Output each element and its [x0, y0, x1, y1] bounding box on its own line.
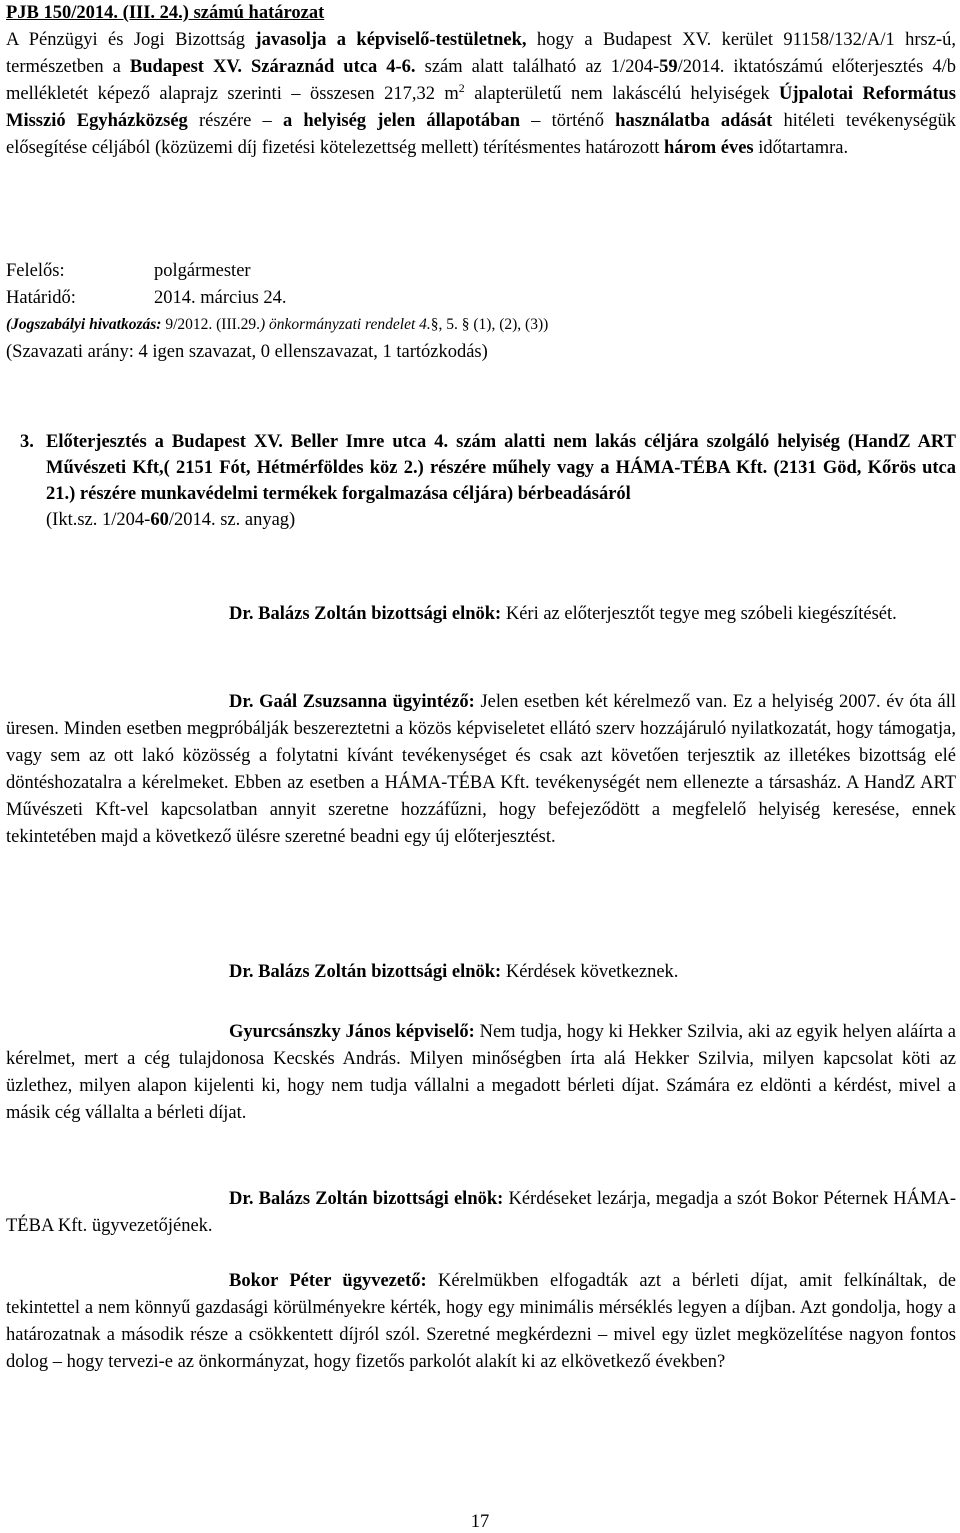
responsible-value: polgármester [154, 261, 251, 281]
text-run: hitéleti tevékenységük elősegítése céljából (közüzemi díj fizetési kötelezettség mellett) térítésmentes határozott [6, 111, 956, 158]
text-run: a helyiség jelen állapotában [282, 111, 520, 131]
speech-officer [6, 689, 956, 851]
text-run: javasolja a képviselő-testületnek, [255, 30, 527, 50]
speaker-name: Gyurcsánszky János képviselő: [229, 1022, 475, 1042]
file-reference [46, 510, 295, 530]
speech-text: Nem tudja, hogy ki Hekker Szilvia, aki az egyik helyen aláírta a kérelmet, mert a cég tulajdonosa Kecskés András. Milyen minőségben írta alá Hekker Szilvia, milyen kapcsolat köti az üzlethez, milyen alapon kijelenti ki, hogy nem tudja vállalni a megadott bérleti díjat. Számára ez eldönti a kérdést, mivel a másik cég vállalta a bérleti díjat. [6, 1022, 956, 1123]
speaker-name: Dr. Gaál Zsuzsanna ügyintéző: [229, 692, 475, 712]
speech-text: Kérdések következnek. [501, 962, 679, 982]
text-run: 59 [659, 57, 678, 77]
text-run: Újpalotai Református Misszió Egyházközség [6, 84, 956, 131]
text-run: használatba adását [615, 111, 773, 131]
speech-chair-3 [6, 1186, 956, 1240]
text-run: 60 [150, 510, 169, 530]
speaker-name: Bokor Péter ügyvezető: [229, 1271, 427, 1291]
text-run: részére – [187, 111, 283, 131]
speaker-name: Dr. Balázs Zoltán bizottsági elnök: [229, 1189, 504, 1209]
resolution-text [6, 27, 956, 162]
text-run: (1), (2), (3)) [469, 316, 549, 333]
agenda-item-number: 3. [20, 432, 34, 452]
speech-text: Kéri az előterjesztőt tegye meg szóbeli kiegészítését. [501, 604, 897, 624]
text-run: Budapest XV. Száraznád utca 4-6. [129, 57, 416, 77]
text-run: §, 5. § [430, 316, 470, 333]
text-run: /2014. sz. anyag) [168, 510, 296, 530]
page-number: 17 [470, 1512, 490, 1532]
text-run: időtartamra. [753, 138, 849, 158]
text-run: A Pénzügyi és Jogi Bizottság [6, 30, 256, 50]
agenda-item-title: Előterjesztés a Budapest XV. Beller Imre utca 4. szám alatti nem lakás céljára szolgáló helyiség (HandZ ART Művészeti Kft,( 2151 Fót, Hétmérföldes köz 2.) részére műhely vagy a HÁMA-TÉBA Kft. (2131 Göd, Kőrös utca 21.) részére munkavédelmi termékek forgalmazása céljára) bérbeadásáról [46, 432, 956, 504]
speech-chair-1 [6, 601, 956, 628]
text-run: /2014. iktatószámú előterjesztés 4/b mellékletét képező alaprajz szerinti – összesen 217,32 m [6, 57, 956, 104]
speech-text: Kérdéseket lezárja, megadja a szót Bokor Péternek HÁMA-TÉBA Kft. ügyvezetőjének. [6, 1189, 956, 1236]
speaker-name: Dr. Balázs Zoltán bizottsági elnök: [229, 962, 502, 982]
deadline-label: Határidő: [6, 288, 76, 308]
legal-reference-label: (Jogszabályi hivatkozás: [6, 316, 162, 333]
superscript: 2 [458, 80, 465, 95]
agenda-item-3 [20, 429, 956, 533]
deadline-value: 2014. március 24. [154, 288, 287, 308]
speech-text: Kérelmükben elfogadták azt a bérleti díjat, amit felkínáltak, de tekintettel a nem könnyű gazdasági körülményekre kérték, hogy egy minimális mérséklés legyen a díjban. Azt gondolja, hogy a határozatnak a második része a csökkentett díjról szól. Szeretné megkérdezni – mivel egy üzlet megközelítése nagyon fontos dolog – hogy tervezi-e az önkormányzat, hogy fizetős parkolót alakít ki az elkövetkező években? [6, 1271, 956, 1372]
responsible-label: Felelős: [6, 261, 65, 281]
text-run: hogy a Budapest XV. kerület 91158/132/A/1 hrsz-ú, természetben a [6, 30, 956, 77]
resolution-title: PJB 150/2014. (III. 24.) számú határozat [6, 3, 325, 23]
speech-representative [6, 1019, 956, 1127]
text-run: (Ikt.sz. 1/204- [46, 510, 151, 530]
speech-chair-2 [6, 959, 956, 986]
text-run: három éves [664, 138, 754, 158]
speech-manager [6, 1268, 956, 1376]
text-run: – történő [519, 111, 616, 131]
speaker-name: Dr. Balázs Zoltán bizottsági elnök: [229, 604, 502, 624]
vote-ratio: (Szavazati arány: 4 igen szavazat, 0 ellenszavazat, 1 tartózkodás) [6, 342, 488, 362]
legal-reference [6, 311, 956, 338]
text-run: alapterületű nem lakáscélú helyiségek [464, 84, 780, 104]
speech-text: Jelen esetben két kérelmező van. Ez a helyiség 2007. év óta áll üresen. Minden esetben megpróbálják beszereztetni a közös képviseletet ellátó szerv hozzájáruló nyilatkozatát, hogy támogatja, vagy sem az ott lakó közösség a folytatni kívánt tevékenységet és csak azt követően terjesztik az illetékes bizottság elé döntéshozatalra a kérelmeket. Ebben az esetben a HÁMA-TÉBA Kft. tevékenységét nem ellenezte a társasház. A HandZ ART Művészeti Kft-vel kapcsolatban annyit szeretne hozzáfűzni, hogy befejeződött a megfelelő helyiség keresése, ennek tekintetében majd a következő ülésre szeretné beadni egy új előterjesztést. [6, 692, 956, 847]
text-run: 9/2012. (III.29. [161, 316, 261, 333]
text-run: szám alatt található az 1/204- [415, 57, 660, 77]
text-run: ) önkormányzati rendelet 4. [260, 316, 431, 333]
deadline-line [6, 285, 956, 312]
responsible-line [6, 258, 956, 285]
